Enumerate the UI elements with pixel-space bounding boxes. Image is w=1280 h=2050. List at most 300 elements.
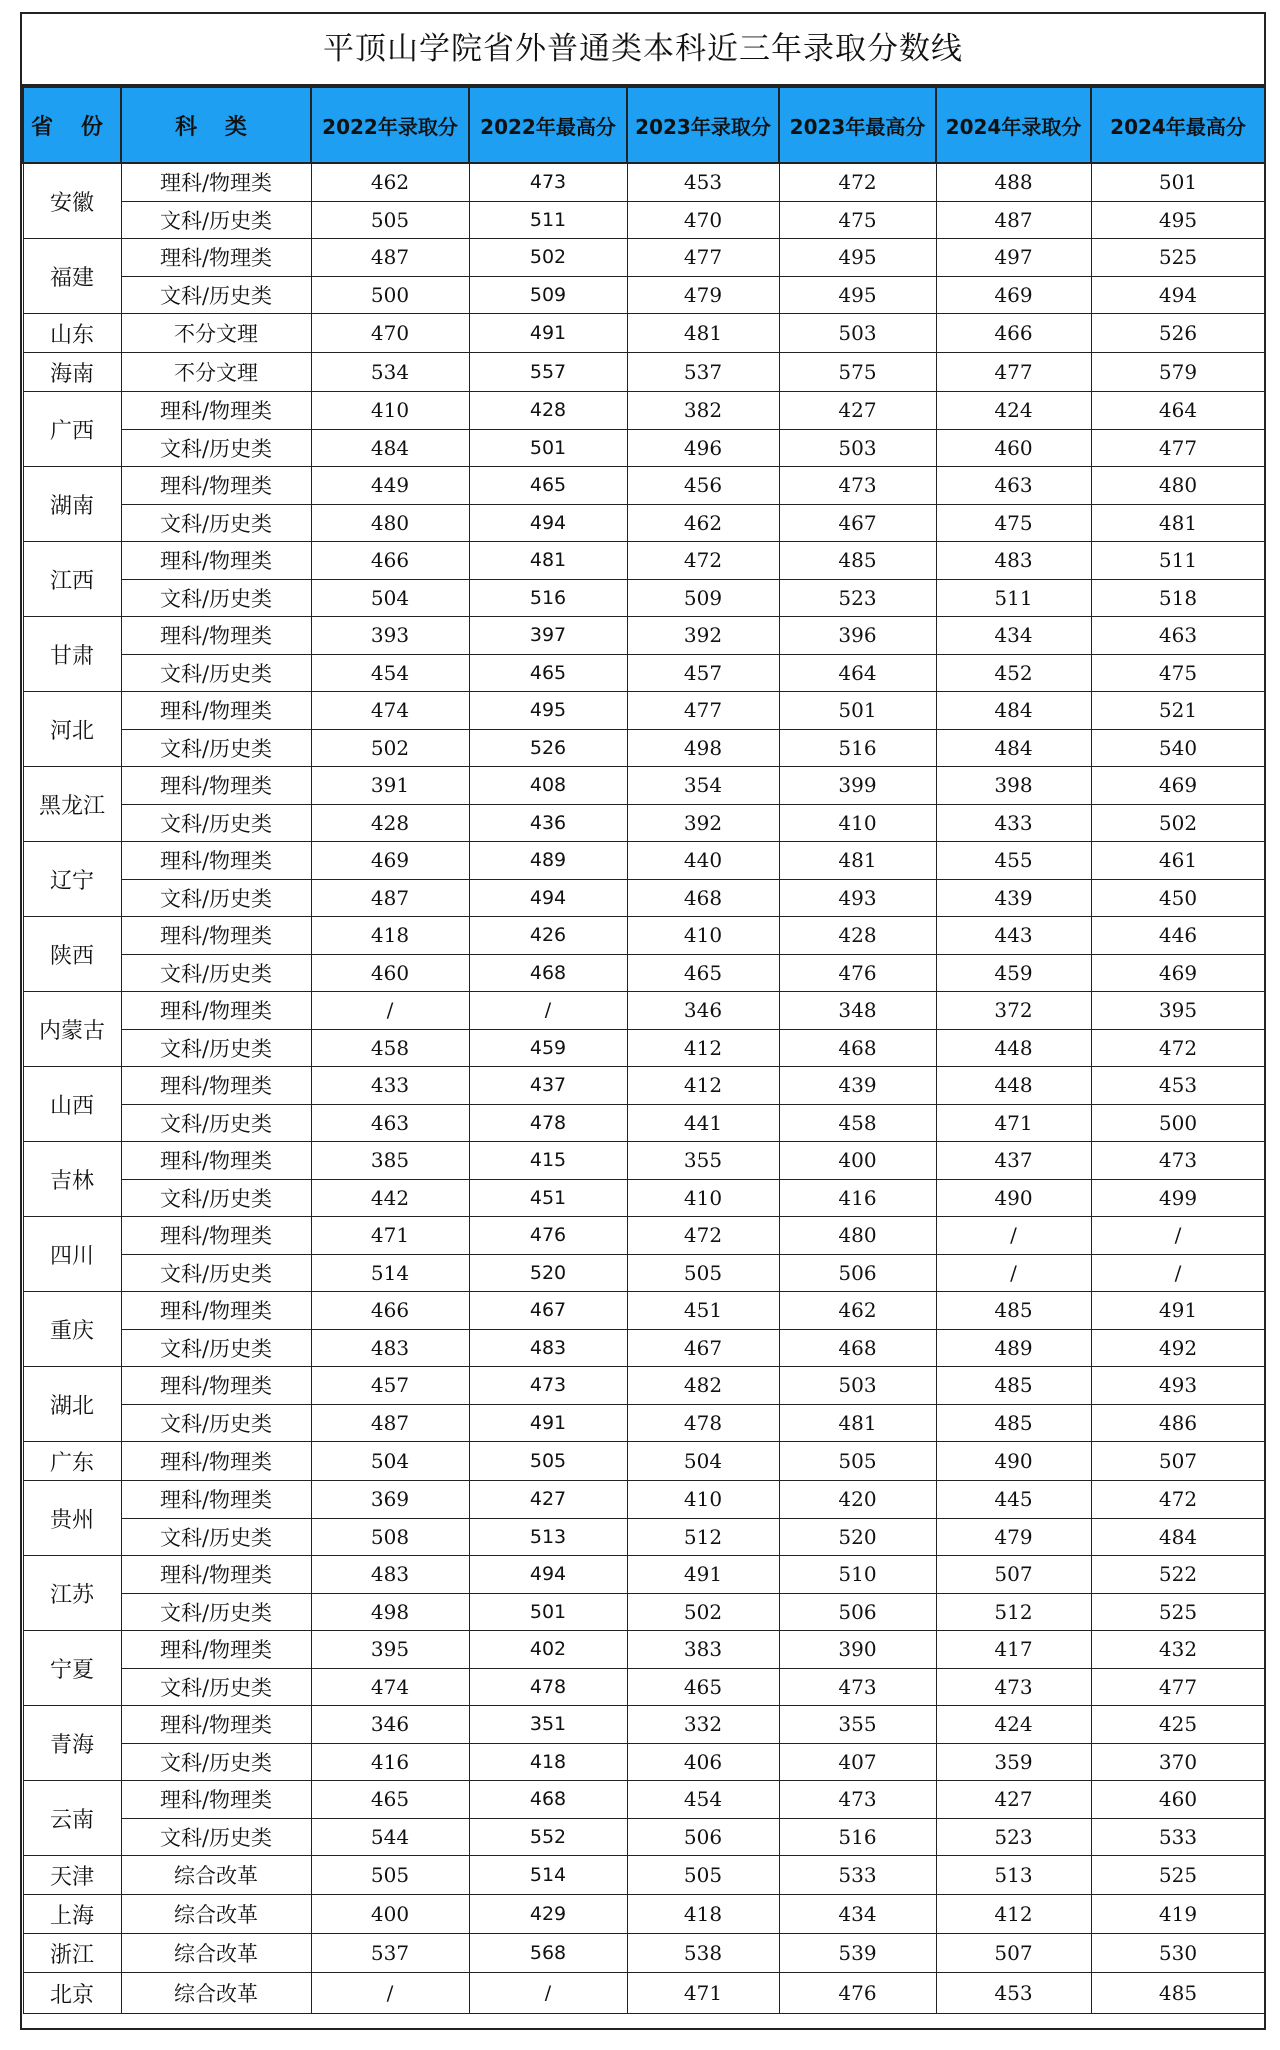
score-2024-min-cell: 466: [936, 314, 1091, 353]
score-2022-min-cell: /: [311, 1973, 469, 2014]
score-2022-min-cell: 466: [311, 542, 469, 580]
score-2024-min-cell: 463: [936, 467, 1091, 505]
province-cell: 黑龙江: [23, 767, 121, 842]
score-2022-max-cell: 568: [469, 1934, 627, 1973]
score-2022-min-cell: 463: [311, 1104, 469, 1142]
subject-cell: 理科/物理类: [121, 1292, 311, 1330]
score-2022-max-cell: 465: [469, 654, 627, 692]
header-2024-max: 2024年最高分: [1091, 87, 1265, 163]
table-row: [23, 353, 1265, 392]
subject-cell: 理科/物理类: [121, 617, 311, 655]
subject-cell: 综合改革: [121, 1895, 311, 1934]
score-2023-min-cell: 477: [627, 692, 779, 730]
province-cell: 重庆: [23, 1292, 121, 1367]
table-row: [23, 1781, 1265, 1819]
header-2023-max: 2023年最高分: [779, 87, 936, 163]
score-2023-min-cell: 502: [627, 1593, 779, 1631]
score-2022-min-cell: 498: [311, 1593, 469, 1631]
score-2023-max-cell: 467: [779, 504, 936, 542]
score-2024-min-cell: 453: [936, 1973, 1091, 2014]
score-2024-min-cell: 507: [936, 1934, 1091, 1973]
score-2022-max-cell: 351: [469, 1706, 627, 1744]
score-2022-max-cell: 426: [469, 917, 627, 955]
score-2023-max-cell: 468: [779, 1329, 936, 1367]
score-2022-min-cell: 544: [311, 1818, 469, 1856]
score-2022-max-cell: 473: [469, 163, 627, 201]
score-2022-min-cell: 483: [311, 1556, 469, 1594]
score-2024-max-cell: 432: [1091, 1631, 1265, 1669]
score-2023-max-cell: 501: [779, 692, 936, 730]
score-2022-max-cell: 502: [469, 239, 627, 277]
score-2024-min-cell: 433: [936, 804, 1091, 842]
score-2022-max-cell: 437: [469, 1067, 627, 1105]
score-2024-max-cell: 526: [1091, 314, 1265, 353]
score-2023-min-cell: 383: [627, 1631, 779, 1669]
score-2023-max-cell: 520: [779, 1518, 936, 1556]
subject-cell: 文科/历史类: [121, 1404, 311, 1442]
score-2024-min-cell: 511: [936, 579, 1091, 617]
score-2022-min-cell: 346: [311, 1706, 469, 1744]
score-2023-min-cell: 410: [627, 1179, 779, 1217]
score-2024-min-cell: 485: [936, 1292, 1091, 1330]
score-2023-min-cell: 467: [627, 1329, 779, 1367]
score-2023-max-cell: 396: [779, 617, 936, 655]
province-cell: 甘肃: [23, 617, 121, 692]
province-cell: 广东: [23, 1442, 121, 1481]
province-cell: 云南: [23, 1781, 121, 1856]
subject-cell: 文科/历史类: [121, 654, 311, 692]
score-2023-min-cell: 457: [627, 654, 779, 692]
score-2022-max-cell: 427: [469, 1481, 627, 1519]
table-row: [23, 1254, 1265, 1292]
score-2023-min-cell: 465: [627, 1668, 779, 1706]
score-2023-min-cell: 472: [627, 542, 779, 580]
score-2022-min-cell: 433: [311, 1067, 469, 1105]
score-2024-max-cell: 464: [1091, 392, 1265, 430]
header-subject: 科 类: [121, 87, 311, 163]
score-2023-max-cell: 390: [779, 1631, 936, 1669]
score-2023-max-cell: 434: [779, 1895, 936, 1934]
subject-cell: 文科/历史类: [121, 879, 311, 917]
score-2024-max-cell: 518: [1091, 579, 1265, 617]
score-2022-max-cell: 511: [469, 201, 627, 239]
score-2022-max-cell: 505: [469, 1442, 627, 1481]
table-body: [23, 163, 1265, 2014]
score-2024-min-cell: 497: [936, 239, 1091, 277]
table-row: [23, 1367, 1265, 1405]
score-2024-min-cell: 460: [936, 429, 1091, 467]
score-2024-min-cell: 473: [936, 1668, 1091, 1706]
score-2023-max-cell: 575: [779, 353, 936, 392]
score-2024-min-cell: 475: [936, 504, 1091, 542]
score-2022-max-cell: 494: [469, 879, 627, 917]
score-2023-min-cell: 382: [627, 392, 779, 430]
score-2022-max-cell: 501: [469, 1593, 627, 1631]
score-2023-min-cell: 332: [627, 1706, 779, 1744]
province-cell: 安徽: [23, 163, 121, 239]
score-2023-max-cell: 348: [779, 992, 936, 1030]
header-2022-max: 2022年最高分: [469, 87, 627, 163]
score-2023-max-cell: 503: [779, 314, 936, 353]
score-2024-max-cell: 450: [1091, 879, 1265, 917]
score-2023-max-cell: 476: [779, 1973, 936, 2014]
score-2023-max-cell: 503: [779, 429, 936, 467]
table-row: [23, 654, 1265, 692]
score-2023-min-cell: 406: [627, 1743, 779, 1781]
score-2022-max-cell: 468: [469, 1781, 627, 1819]
table-row: [23, 1292, 1265, 1330]
score-2022-max-cell: 478: [469, 1668, 627, 1706]
table-row: [23, 1856, 1265, 1895]
score-2022-min-cell: 466: [311, 1292, 469, 1330]
subject-cell: 理科/物理类: [121, 842, 311, 880]
subject-cell: 文科/历史类: [121, 1743, 311, 1781]
table-row: [23, 1179, 1265, 1217]
score-2022-min-cell: 514: [311, 1254, 469, 1292]
score-2023-min-cell: 392: [627, 617, 779, 655]
subject-cell: 理科/物理类: [121, 1631, 311, 1669]
table-row: [23, 201, 1265, 239]
score-2022-max-cell: 489: [469, 842, 627, 880]
score-2022-max-cell: /: [469, 992, 627, 1030]
score-2022-max-cell: 465: [469, 467, 627, 505]
table-row: [23, 1556, 1265, 1594]
score-2024-max-cell: 499: [1091, 1179, 1265, 1217]
score-2023-min-cell: 412: [627, 1067, 779, 1105]
subject-cell: 理科/物理类: [121, 1067, 311, 1105]
subject-cell: 文科/历史类: [121, 276, 311, 314]
score-2024-min-cell: /: [936, 1254, 1091, 1292]
score-2022-max-cell: 491: [469, 314, 627, 353]
score-2023-min-cell: 537: [627, 353, 779, 392]
table-row: [23, 504, 1265, 542]
score-2024-min-cell: 459: [936, 954, 1091, 992]
score-2023-min-cell: 477: [627, 239, 779, 277]
score-2022-min-cell: 410: [311, 392, 469, 430]
score-2022-min-cell: 474: [311, 692, 469, 730]
score-2022-max-cell: 509: [469, 276, 627, 314]
score-2024-max-cell: 419: [1091, 1895, 1265, 1934]
score-2023-min-cell: 418: [627, 1895, 779, 1934]
score-2022-min-cell: 480: [311, 504, 469, 542]
score-2023-max-cell: 473: [779, 1668, 936, 1706]
score-2022-max-cell: 494: [469, 504, 627, 542]
table-row: [23, 429, 1265, 467]
subject-cell: 理科/物理类: [121, 1706, 311, 1744]
score-2024-min-cell: 448: [936, 1067, 1091, 1105]
subject-cell: 文科/历史类: [121, 1818, 311, 1856]
score-2023-min-cell: 453: [627, 163, 779, 201]
score-2023-max-cell: 516: [779, 729, 936, 767]
subject-cell: 文科/历史类: [121, 1254, 311, 1292]
score-2022-max-cell: 478: [469, 1104, 627, 1142]
table-row: [23, 1442, 1265, 1481]
score-2024-max-cell: 453: [1091, 1067, 1265, 1105]
table-row: [23, 1329, 1265, 1367]
score-2024-max-cell: 492: [1091, 1329, 1265, 1367]
score-2023-min-cell: 410: [627, 1481, 779, 1519]
province-cell: 上海: [23, 1895, 121, 1934]
score-2022-min-cell: 469: [311, 842, 469, 880]
score-2022-min-cell: 416: [311, 1743, 469, 1781]
score-2024-min-cell: 455: [936, 842, 1091, 880]
subject-cell: 理科/物理类: [121, 1481, 311, 1519]
score-2024-min-cell: 490: [936, 1179, 1091, 1217]
score-2022-min-cell: 462: [311, 163, 469, 201]
score-2023-min-cell: 354: [627, 767, 779, 805]
score-2022-min-cell: 504: [311, 1442, 469, 1481]
score-2024-max-cell: 533: [1091, 1818, 1265, 1856]
score-2022-min-cell: 369: [311, 1481, 469, 1519]
province-cell: 海南: [23, 353, 121, 392]
province-cell: 吉林: [23, 1142, 121, 1217]
score-2024-max-cell: 477: [1091, 429, 1265, 467]
table-row: [23, 729, 1265, 767]
score-2024-min-cell: 479: [936, 1518, 1091, 1556]
score-2022-min-cell: 504: [311, 579, 469, 617]
score-2024-max-cell: 472: [1091, 1481, 1265, 1519]
subject-cell: 文科/历史类: [121, 504, 311, 542]
score-2023-max-cell: 458: [779, 1104, 936, 1142]
table-row: [23, 692, 1265, 730]
score-2022-min-cell: 500: [311, 276, 469, 314]
score-2023-max-cell: 523: [779, 579, 936, 617]
score-2023-max-cell: 439: [779, 1067, 936, 1105]
table-row: [23, 1067, 1265, 1105]
subject-cell: 文科/历史类: [121, 1593, 311, 1631]
score-2023-max-cell: 481: [779, 1404, 936, 1442]
subject-cell: 理科/物理类: [121, 163, 311, 201]
header-2022-min: 2022年录取分: [311, 87, 469, 163]
score-2022-min-cell: 470: [311, 314, 469, 353]
score-2022-max-cell: 520: [469, 1254, 627, 1292]
score-2024-min-cell: 484: [936, 729, 1091, 767]
score-2022-min-cell: 457: [311, 1367, 469, 1405]
subject-cell: 不分文理: [121, 353, 311, 392]
score-2022-min-cell: 505: [311, 1856, 469, 1895]
score-2024-max-cell: 494: [1091, 276, 1265, 314]
table-row: [23, 1818, 1265, 1856]
admission-score-sheet: [20, 12, 1266, 2030]
score-2024-max-cell: 522: [1091, 1556, 1265, 1594]
score-2024-min-cell: 483: [936, 542, 1091, 580]
score-2022-max-cell: 459: [469, 1029, 627, 1067]
score-2023-max-cell: 503: [779, 1367, 936, 1405]
score-2022-min-cell: 458: [311, 1029, 469, 1067]
score-2024-max-cell: 461: [1091, 842, 1265, 880]
score-2022-min-cell: /: [311, 992, 469, 1030]
score-2023-min-cell: 465: [627, 954, 779, 992]
score-2023-max-cell: 399: [779, 767, 936, 805]
score-2022-max-cell: 552: [469, 1818, 627, 1856]
score-2024-max-cell: 395: [1091, 992, 1265, 1030]
score-2023-min-cell: 454: [627, 1781, 779, 1819]
score-2024-min-cell: 471: [936, 1104, 1091, 1142]
score-2023-max-cell: 464: [779, 654, 936, 692]
score-2022-max-cell: 481: [469, 542, 627, 580]
score-2023-min-cell: 472: [627, 1217, 779, 1255]
score-2024-max-cell: 425: [1091, 1706, 1265, 1744]
score-2024-max-cell: 501: [1091, 163, 1265, 201]
table-row: [23, 804, 1265, 842]
score-2023-min-cell: 392: [627, 804, 779, 842]
score-2023-max-cell: 495: [779, 239, 936, 277]
score-2022-max-cell: 495: [469, 692, 627, 730]
score-2024-min-cell: 439: [936, 879, 1091, 917]
score-2022-max-cell: 402: [469, 1631, 627, 1669]
score-2024-max-cell: 370: [1091, 1743, 1265, 1781]
subject-cell: 文科/历史类: [121, 1668, 311, 1706]
province-cell: 内蒙古: [23, 992, 121, 1067]
score-2024-min-cell: 513: [936, 1856, 1091, 1895]
score-2023-min-cell: 441: [627, 1104, 779, 1142]
province-cell: 广西: [23, 392, 121, 467]
province-cell: 江苏: [23, 1556, 121, 1631]
score-2023-min-cell: 481: [627, 314, 779, 353]
score-2022-min-cell: 385: [311, 1142, 469, 1180]
score-2023-min-cell: 410: [627, 917, 779, 955]
subject-cell: 理科/物理类: [121, 542, 311, 580]
score-2022-max-cell: 513: [469, 1518, 627, 1556]
table-row: [23, 276, 1265, 314]
subject-cell: 理科/物理类: [121, 467, 311, 505]
table-row: [23, 467, 1265, 505]
table-row: [23, 1029, 1265, 1067]
table-row: [23, 1895, 1265, 1934]
score-2022-max-cell: 418: [469, 1743, 627, 1781]
score-2022-min-cell: 395: [311, 1631, 469, 1669]
subject-cell: 理科/物理类: [121, 692, 311, 730]
score-2024-max-cell: 507: [1091, 1442, 1265, 1481]
table-row: [23, 1668, 1265, 1706]
subject-cell: 文科/历史类: [121, 201, 311, 239]
province-cell: 湖北: [23, 1367, 121, 1442]
score-2023-max-cell: 476: [779, 954, 936, 992]
province-cell: 北京: [23, 1973, 121, 2014]
score-2024-max-cell: 484: [1091, 1518, 1265, 1556]
score-2023-min-cell: 468: [627, 879, 779, 917]
province-cell: 湖南: [23, 467, 121, 542]
score-2023-min-cell: 538: [627, 1934, 779, 1973]
score-2022-max-cell: 476: [469, 1217, 627, 1255]
score-2024-min-cell: 424: [936, 392, 1091, 430]
score-2023-max-cell: 475: [779, 201, 936, 239]
score-2022-min-cell: 428: [311, 804, 469, 842]
table-row: [23, 1934, 1265, 1973]
subject-cell: 文科/历史类: [121, 429, 311, 467]
table-row: [23, 1404, 1265, 1442]
score-2022-min-cell: 418: [311, 917, 469, 955]
subject-cell: 文科/历史类: [121, 1104, 311, 1142]
score-2024-min-cell: 448: [936, 1029, 1091, 1067]
score-2023-max-cell: 539: [779, 1934, 936, 1973]
score-2024-max-cell: 491: [1091, 1292, 1265, 1330]
score-2023-max-cell: 506: [779, 1593, 936, 1631]
table-row: [23, 617, 1265, 655]
header-province: 省 份: [23, 87, 121, 163]
score-2022-min-cell: 487: [311, 239, 469, 277]
score-2024-min-cell: 485: [936, 1404, 1091, 1442]
score-2024-max-cell: 481: [1091, 504, 1265, 542]
score-2024-min-cell: 487: [936, 201, 1091, 239]
table-row: [23, 163, 1265, 201]
score-2024-max-cell: 495: [1091, 201, 1265, 239]
subject-cell: 理科/物理类: [121, 1442, 311, 1481]
subject-cell: 不分文理: [121, 314, 311, 353]
score-2024-min-cell: 490: [936, 1442, 1091, 1481]
score-2023-min-cell: 482: [627, 1367, 779, 1405]
subject-cell: 理科/物理类: [121, 239, 311, 277]
score-2024-max-cell: 472: [1091, 1029, 1265, 1067]
score-2023-max-cell: 400: [779, 1142, 936, 1180]
score-2024-max-cell: 469: [1091, 767, 1265, 805]
score-2023-min-cell: 479: [627, 276, 779, 314]
subject-cell: 理科/物理类: [121, 1781, 311, 1819]
score-2024-max-cell: 473: [1091, 1142, 1265, 1180]
score-2024-max-cell: 480: [1091, 467, 1265, 505]
score-2022-max-cell: 397: [469, 617, 627, 655]
subject-cell: 理科/物理类: [121, 1556, 311, 1594]
province-cell: 天津: [23, 1856, 121, 1895]
table-row: [23, 392, 1265, 430]
subject-cell: 理科/物理类: [121, 1367, 311, 1405]
score-2022-min-cell: 454: [311, 654, 469, 692]
table-header-row: [23, 87, 1265, 163]
subject-cell: 文科/历史类: [121, 579, 311, 617]
score-2023-max-cell: 462: [779, 1292, 936, 1330]
score-2024-max-cell: 493: [1091, 1367, 1265, 1405]
score-2024-max-cell: 579: [1091, 353, 1265, 392]
table-row: [23, 879, 1265, 917]
score-2022-max-cell: 494: [469, 1556, 627, 1594]
score-2024-max-cell: 469: [1091, 954, 1265, 992]
score-2022-max-cell: 501: [469, 429, 627, 467]
score-2024-min-cell: 412: [936, 1895, 1091, 1934]
score-2023-min-cell: 505: [627, 1856, 779, 1895]
score-2022-max-cell: 468: [469, 954, 627, 992]
score-2024-min-cell: 445: [936, 1481, 1091, 1519]
score-2022-max-cell: 451: [469, 1179, 627, 1217]
score-2022-max-cell: 557: [469, 353, 627, 392]
score-2022-min-cell: 474: [311, 1668, 469, 1706]
subject-cell: 综合改革: [121, 1856, 311, 1895]
table-row: [23, 1743, 1265, 1781]
subject-cell: 文科/历史类: [121, 954, 311, 992]
score-2024-min-cell: 489: [936, 1329, 1091, 1367]
score-2023-max-cell: 428: [779, 917, 936, 955]
score-2024-min-cell: /: [936, 1217, 1091, 1255]
subject-cell: 理科/物理类: [121, 917, 311, 955]
table-row: [23, 767, 1265, 805]
score-2022-min-cell: 465: [311, 1781, 469, 1819]
score-2024-min-cell: 424: [936, 1706, 1091, 1744]
score-2022-min-cell: 483: [311, 1329, 469, 1367]
province-cell: 辽宁: [23, 842, 121, 917]
score-2022-min-cell: 400: [311, 1895, 469, 1934]
subject-cell: 文科/历史类: [121, 729, 311, 767]
score-2022-max-cell: 483: [469, 1329, 627, 1367]
score-2022-min-cell: 484: [311, 429, 469, 467]
score-2023-min-cell: 505: [627, 1254, 779, 1292]
score-2023-max-cell: 506: [779, 1254, 936, 1292]
score-2023-min-cell: 498: [627, 729, 779, 767]
table-row: [23, 1593, 1265, 1631]
subject-cell: 文科/历史类: [121, 1029, 311, 1067]
subject-cell: 文科/历史类: [121, 1179, 311, 1217]
table-row: [23, 842, 1265, 880]
score-2022-min-cell: 537: [311, 1934, 469, 1973]
score-2023-min-cell: 456: [627, 467, 779, 505]
